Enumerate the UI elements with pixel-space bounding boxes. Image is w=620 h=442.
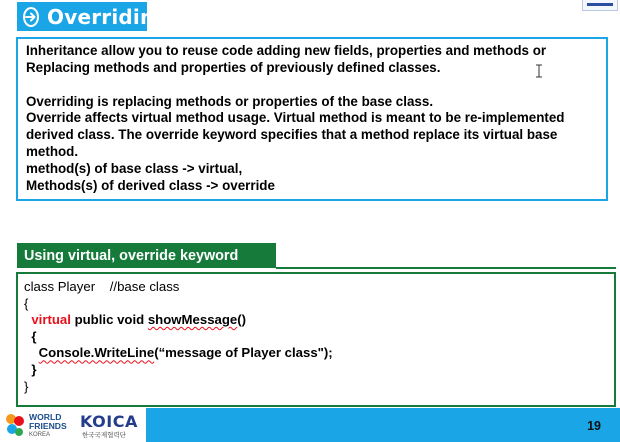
code-line: class Player //base class <box>24 279 180 294</box>
section-divider <box>276 267 616 269</box>
text-cursor-icon <box>535 64 543 78</box>
body-line: method(s) of base class -> virtual, <box>26 160 243 176</box>
body-line: Methods(s) of derived class -> override <box>26 177 275 193</box>
slide-title: Overriding <box>47 4 169 29</box>
koica-subtitle: 한국국제협력단 <box>82 432 126 439</box>
world-friends-wordmark: WORLD FRIENDS KOREA <box>29 412 67 438</box>
page-number: 19 <box>587 419 601 433</box>
intro-line: Replacing methods and properties of previously defined classes. <box>26 59 441 75</box>
body-line: Override affects virtual method usage. Virtual method is meant to be re-implemented <box>26 110 565 126</box>
code-line: { <box>31 328 37 344</box>
code-box <box>16 272 616 407</box>
arrow-right-circle-icon <box>23 7 39 27</box>
slide-footer <box>0 408 620 442</box>
slide-title-badge <box>17 2 169 31</box>
method-name: showMessage <box>147 312 238 328</box>
body-line: Overriding is replacing methods or properties of the base class. <box>26 93 434 109</box>
body-line: derived class. The override keyword specifies that a method replace its virtual base <box>26 127 558 143</box>
console-call: Console.WriteLine <box>38 345 155 361</box>
code-line: } <box>24 378 29 394</box>
virtual-keyword: virtual <box>31 312 71 328</box>
footer-logos <box>0 408 146 442</box>
code-line: virtual public void showMessage() <box>31 312 247 328</box>
section-title: Using virtual, override keyword <box>17 243 276 268</box>
intro-line: Inheritance allow you to reuse code adding new fields, properties and methods or <box>26 43 547 58</box>
body-line: method. <box>26 143 79 159</box>
intro-text-box <box>16 37 608 201</box>
world-friends-logo-icon <box>4 412 26 438</box>
koica-logo: KOICA <box>80 412 138 431</box>
corner-logo-icon <box>582 0 618 11</box>
code-line: } <box>31 361 37 377</box>
code-line: { <box>24 295 29 311</box>
code-line: Console.WriteLine(“message of Player class"); <box>38 345 333 361</box>
